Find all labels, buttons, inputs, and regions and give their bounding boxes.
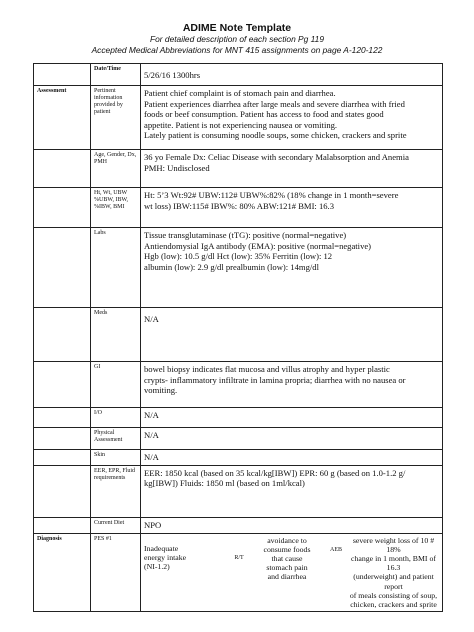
label-diet: Current Diet bbox=[91, 517, 141, 533]
row-pes bbox=[34, 533, 443, 612]
pes-signs-line: (underweight) and patient report bbox=[353, 572, 434, 591]
section-cell-empty bbox=[34, 308, 91, 362]
pes-signs bbox=[348, 536, 439, 610]
row-io bbox=[34, 408, 443, 428]
row-gi bbox=[34, 362, 443, 408]
value-diet: NPO bbox=[141, 517, 443, 533]
pes-problem-line: (NI-1.2) bbox=[144, 562, 170, 571]
pes-signs-line: of meals consisting of soup, bbox=[349, 590, 438, 600]
pes-etiology-line: stomach pain bbox=[266, 563, 308, 573]
pes-signs-line: severe weight loss of 10 # 18% bbox=[352, 535, 435, 554]
section-cell-empty bbox=[34, 450, 91, 466]
requirements-line: EER: 1850 kcal (based on 35 kcal/kg[IBW]) EPR: 60 g (based on 1.0-1.2 g/ bbox=[144, 467, 406, 478]
value-io: N/A bbox=[141, 408, 443, 428]
value-physical: N/A bbox=[141, 428, 443, 450]
row-datetime bbox=[34, 64, 443, 86]
document-subtitle-abbreviations: Accepted Medical Abbreviations for MNT 415 assignments on page A-120-122 bbox=[91, 45, 383, 55]
label-physical: Physical Assessment bbox=[91, 428, 141, 450]
pes-problem-line: Inadequate bbox=[144, 543, 179, 553]
value-complaint bbox=[141, 86, 443, 150]
labs-line: Antiendomysial IgA antibody (EMA): positive (normal=negative) bbox=[144, 240, 372, 251]
section-cell-empty bbox=[34, 517, 91, 533]
pes-problem-line: energy intake bbox=[144, 552, 187, 562]
section-cell-empty bbox=[34, 150, 91, 188]
pes-etiology-line: and diarrhea bbox=[267, 572, 307, 582]
pes-signs-line: change in 1 month, BMI of 16.3 bbox=[351, 554, 436, 573]
complaint-line: Lately patient is consuming noodle soups, some chicken, crackers and sprite bbox=[144, 130, 407, 141]
document-title: ADIME Note Template bbox=[182, 22, 292, 34]
gi-line: bowel biopsy indicates flat mucosa and villus atrophy and hyper plastic bbox=[144, 364, 390, 374]
pes-etiology bbox=[250, 536, 324, 610]
value-requirements bbox=[141, 465, 443, 517]
value-demographics bbox=[141, 150, 443, 188]
document-subtitle: For detailed description of each section Pg 119 bbox=[150, 34, 324, 44]
label-anthro: Ht, Wt, UBW %UBW, IBW, %IBW, BMI bbox=[91, 188, 141, 228]
section-cell-empty bbox=[34, 64, 91, 86]
section-cell-empty bbox=[34, 362, 91, 408]
gi-line: vomiting. bbox=[144, 385, 178, 396]
row-skin bbox=[34, 450, 443, 466]
pes-statement bbox=[144, 536, 439, 610]
value-datetime: 5/26/16 1300hrs bbox=[141, 64, 443, 86]
section-cell-empty bbox=[34, 428, 91, 450]
row-diet bbox=[34, 517, 443, 533]
complaint-line: foods or beef consumption. Patient has access to food and states good bbox=[144, 109, 384, 120]
gi-line: crypts- inflammatory infiltrate in lamina propria; diarrhea with no nausea or bbox=[144, 374, 406, 385]
label-pes: PES #1 bbox=[91, 533, 141, 612]
pes-rt: R/T bbox=[234, 554, 244, 561]
section-assessment: Assessment bbox=[34, 86, 91, 150]
pes-etiology-line: that cause bbox=[271, 554, 303, 563]
anthro-line: wt loss) IBW:115# IBW%: 80% ABW:121# BMI: 16.3 bbox=[144, 200, 335, 211]
demographics-line: PMH: Undisclosed bbox=[144, 162, 210, 173]
value-labs bbox=[141, 228, 443, 308]
label-skin: Skin bbox=[91, 450, 141, 466]
row-complaint bbox=[34, 86, 443, 150]
value-skin: N/A bbox=[141, 450, 443, 466]
row-labs bbox=[34, 228, 443, 308]
section-diagnosis: Diagnosis bbox=[34, 533, 91, 612]
adime-table bbox=[33, 63, 443, 612]
pes-etiology-line: avoidance to bbox=[267, 535, 307, 545]
demographics-line: 36 yo Female Dx: Celiac Disease with secondary Malabsorption and Anemia bbox=[144, 152, 409, 162]
row-meds bbox=[34, 308, 443, 362]
label-complaint: Pertinent information provided by patient bbox=[91, 86, 141, 150]
section-cell-empty bbox=[34, 408, 91, 428]
section-cell-empty bbox=[34, 188, 91, 228]
label-meds: Meds bbox=[91, 308, 141, 362]
label-labs: Labs bbox=[91, 228, 141, 308]
complaint-line: appetite. Patient is not experiencing nausea or vomiting. bbox=[144, 119, 338, 130]
value-gi bbox=[141, 362, 443, 408]
labs-line: Hgb (low): 10.5 g/dl Hct (low): 35% Ferritin (low): 12 bbox=[144, 251, 333, 262]
value-anthro bbox=[141, 188, 443, 228]
anthro-line: Ht: 5’3 Wt:92# UBW:112# UBW%:82% (18% change in 1 month=severe bbox=[144, 190, 399, 200]
row-requirements bbox=[34, 465, 443, 517]
row-physical bbox=[34, 428, 443, 450]
pes-aeb: AEB bbox=[330, 546, 342, 553]
labs-line: Tissue transglutaminase (tTG): positive (normal=negative) bbox=[144, 230, 347, 240]
row-demographics bbox=[34, 150, 443, 188]
pes-signs-line: chicken, crackers and sprite bbox=[350, 600, 437, 610]
complaint-line: Patient chief complaint is of stomach pain and diarrhea. bbox=[144, 88, 336, 98]
requirements-line: kg[IBW]) Fluids: 1850 ml (based on 1ml/kcal) bbox=[144, 478, 305, 489]
label-gi: GI bbox=[91, 362, 141, 408]
complaint-line: Patient experiences diarrhea after large meals and severe diarrhea with fried bbox=[144, 98, 405, 109]
section-cell-empty bbox=[34, 465, 91, 517]
section-cell-empty bbox=[34, 228, 91, 308]
value-pes bbox=[141, 533, 443, 612]
pes-etiology-line: consume foods bbox=[263, 544, 311, 554]
value-meds: N/A bbox=[141, 308, 443, 362]
pes-problem bbox=[144, 536, 228, 610]
row-anthro bbox=[34, 188, 443, 228]
labs-line: albumin (low): 2.9 g/dl prealbumin (low): 14mg/dl bbox=[144, 261, 319, 272]
label-demographics: Age, Gender, Dx, PMH bbox=[91, 150, 141, 188]
label-requirements: EER, EPR, Fluid requirements bbox=[91, 465, 141, 517]
label-datetime: Date/Time bbox=[91, 64, 141, 86]
label-io: I/O bbox=[91, 408, 141, 428]
